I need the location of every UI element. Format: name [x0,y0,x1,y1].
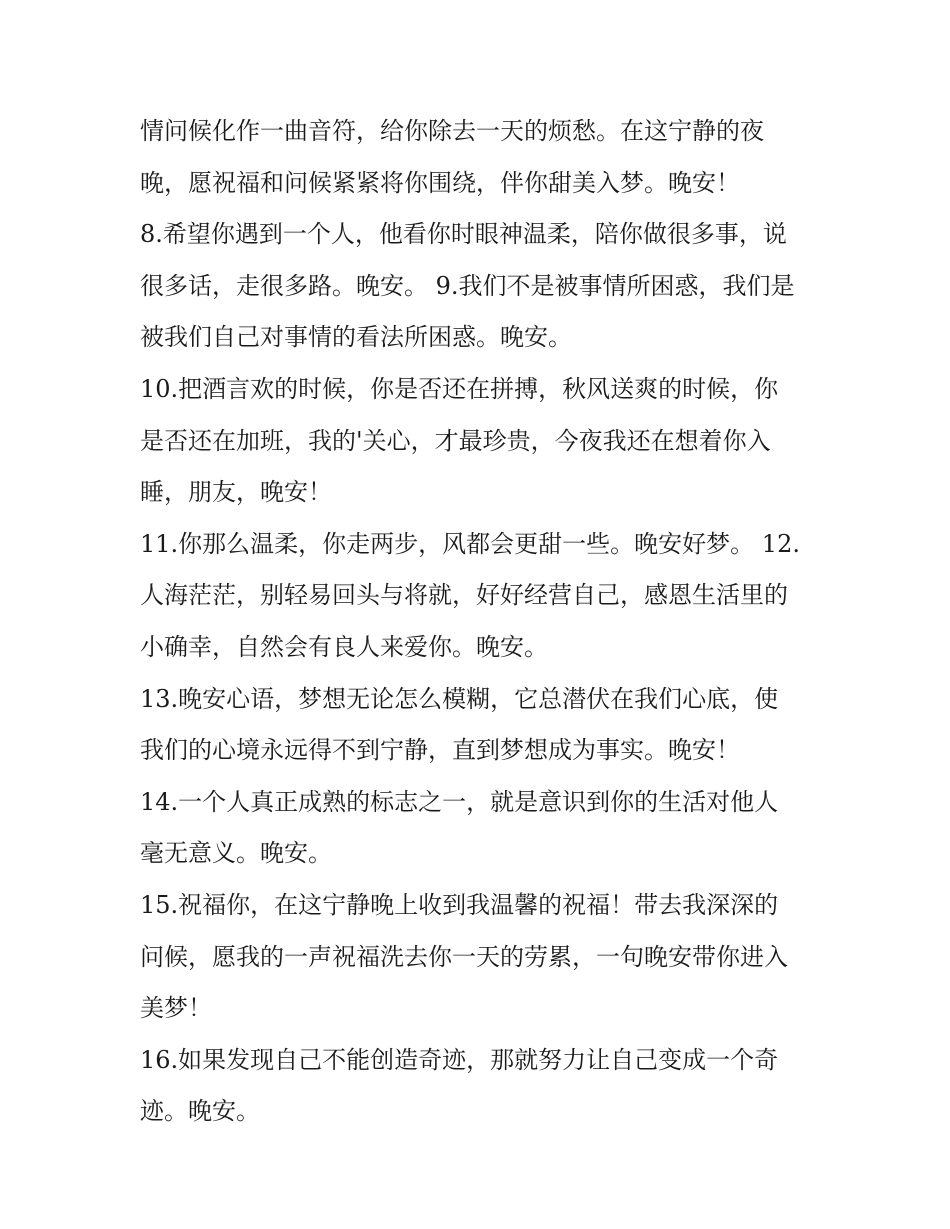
text-line: 美梦！ [140,994,212,1023]
text-line: 迹。晚安。 [140,1097,260,1126]
text-line: 被我们自己对事情的看法所困惑。晚安。 [140,323,572,352]
text-line: 10.把酒言欢的时候，你是否还在拼搏，秋风送爽的时候，你 [140,374,779,403]
text-line: 睡，朋友，晚安！ [140,478,332,507]
text-line: 16.如果发现自己不能创造奇迹，那就努力让自己变成一个奇 [140,1045,779,1074]
text-line: 情问候化作一曲音符，给你除去一天的烦愁。在这宁静的夜 [140,117,764,145]
text-line: 晚，愿祝福和问候紧紧将你围绕，伴你甜美入梦。晚安！ [140,168,740,197]
text-line: 毫无意义。晚安。 [140,839,332,868]
text-line: 14.一个人真正成熟的标志之一，就是意识到你的生活对他人 [140,787,779,816]
text-line: 15.祝福你，在这宁静晚上收到我温馨的祝福！带去我深深的 [140,890,779,919]
text-line: 是否还在加班，我的'关心，才最珍贵，今夜我还在想着你入 [140,426,771,455]
document-body [140,106,830,1138]
text-line: 11.你那么温柔，你走两步，风都会更甜一些。晚安好梦。 12. [140,529,800,558]
text-line: 8.希望你遇到一个人，他看你时眼神温柔，陪你做很多事，说 [140,220,787,249]
text-line: 问候，愿我的一声祝福洗去你一天的劳累，一句晚安带你进入 [140,942,788,971]
text-line: 人海茫茫，别轻易回头与将就，好好经营自己，感恩生活里的 [140,581,788,610]
text-line: 13.晚安心语，梦想无论怎么模糊，它总潜伏在我们心底，使 [140,684,779,713]
text-line: 我们的心境永远得不到宁静，直到梦想成为事实。晚安！ [140,736,740,765]
text-line: 很多话，走很多路。晚安。 9.我们不是被事情所困惑，我们是 [140,271,795,300]
text-line: 小确幸，自然会有良人来爱你。晚安。 [140,632,548,661]
